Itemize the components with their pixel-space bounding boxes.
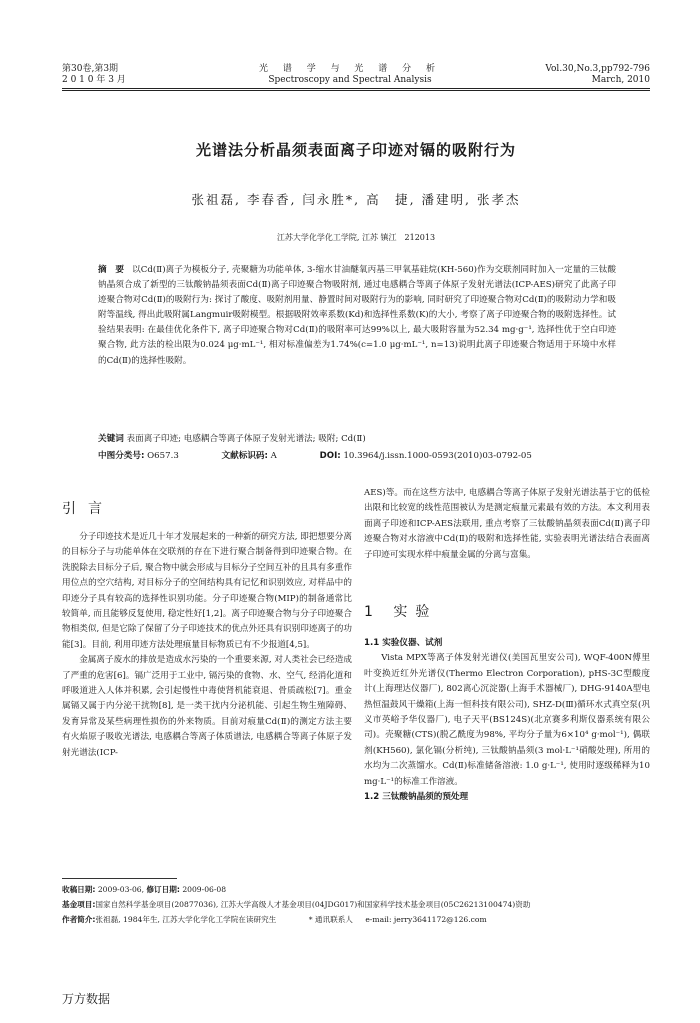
keywords — [98, 433, 616, 446]
left-column — [62, 530, 352, 761]
author-info-text: 张祖磊, 1984年生, 江苏大学化学化工学院在读研究生 — [95, 915, 277, 924]
doc-code-label: 文献标识码: — [221, 451, 268, 461]
doc-code-value: A — [270, 451, 277, 461]
watermark: 万方数据 — [62, 992, 111, 1006]
subsection-heading-1-1: 1.1 实验仪器、试剂 — [364, 638, 443, 648]
footnote-rule — [62, 878, 177, 879]
intro-paragraph-1: 分子印迹技术是近几十年才发展起来的一种新的研究方法, 即把想要分离的目标分子与功能单体在交联剂的存在下进行聚合制备得到印迹聚合物。在洗脱除去目标分子后, 聚合物中就会形成与目标分子空间互补的且具有多重作用位点的空穴结构, 对目标分子的空间结构具有记忆和识别效应, 对样品中的印迹分子具有较高的选择性识别功能。分子印迹聚合物(MIP)的制备通常比较简单, 而且能够反复使用, 稳定性好[1,2]。离子印迹聚合物与分子印迹聚合物相类似, 但是它除了保留了分子印迹技术的优点外还具有识别印迹离子的功能[3]。目前, 利用印迹方法处理痕量目标物质已有不少报道[4,5]。 — [62, 532, 352, 650]
intro-paragraph-2: 金属离子废水的排放是造成水污染的一个重要来源, 对人类社会已经造成了严重的危害[6]。镉广泛用于工业中, 镉污染的食物、水、空气, 经消化道和呼吸道进入人体并积累, 会引起慢性中毒使肾机能衰退、骨质疏松[7]。重金属镉又属于内分泌干扰物[8], 是一类干扰内分泌机能、引起生物生殖障碍、发育异常及某些病理性损伤的外来物质。目前对痕量Cd(Ⅱ)的测定方法主要有火焰原子吸收光谱法, 电感耦合等离子体质谱法, 电感耦合等离子体原子发射光谱法(ICP- — [62, 655, 352, 758]
clc-value: O657.3 — [147, 451, 179, 461]
section-heading-intro: 引言 — [62, 501, 114, 517]
keywords-label: 关键词 — [98, 434, 124, 444]
right-column-experiment — [364, 636, 650, 805]
header-rule-thin — [62, 90, 650, 91]
header-volume-cn: 第30卷,第3期 — [62, 64, 119, 74]
header-journal-en: Spectroscopy and Spectral Analysis — [268, 75, 432, 85]
header-journal — [230, 64, 470, 86]
header-date-cn: 2 0 1 0 年 3 月 — [62, 75, 126, 85]
subsection-heading-1-2: 1.2 三钛酸钠晶须的预处理 — [364, 792, 469, 803]
paper-authors: 张祖磊, 李春香, 闫永胜*, 高 捷, 潘建明, 张孝杰 — [191, 192, 521, 207]
contact-label: * 通讯联系人 — [308, 915, 353, 924]
abstract-label: 摘 要 — [98, 265, 125, 275]
received-label: 收稿日期: — [62, 885, 96, 894]
fund-text: 国家自然科学基金项目(20877036), 江苏大学高级人才基金项目(04JDG017)和国家科学技术基金项目(05C26213100474)资助 — [95, 900, 531, 909]
doi-value: 10.3964/j.issn.1000-0593(2010)03-0792-05 — [343, 451, 532, 461]
header-volume-en-block — [470, 64, 650, 86]
header-date-en: March, 2010 — [591, 75, 650, 85]
header-volume — [62, 64, 192, 86]
header-rule — [62, 88, 650, 89]
footnote-author — [62, 912, 650, 927]
section-heading-experiment: 1 实验 — [364, 604, 438, 620]
revised-date: 2009-06-08 — [182, 885, 227, 894]
paper-title: 光谱法分析晶须表面离子印迹对镉的吸附行为 — [195, 141, 516, 159]
keywords-text: 表面离子印迹; 电感耦合等离子体原子发射光谱法; 吸附; Cd(Ⅱ) — [126, 434, 366, 444]
clc-label: 中图分类号: — [98, 451, 145, 461]
subsection-1-1-text: Vista MPX等离子体发射光谱仪(美国瓦里安公司), WQF-400N傅里叶变换近红外光谱仪(Thermo Electron Corporation), pHS-3C型酸度计(上海理达仪器厂), 802离心沉淀器(上海手术器械厂), DHG-9140A型电热恒温鼓风干燥箱(上海一恒科技有限公司), SHZ-D(Ⅲ)循环水式真空泵(巩义市英峪予华仪器厂), 电子天平(BS124S)(北京赛多利斯仪器系统有限公司)。壳聚糖(CTS)(脱乙酰度为98%, 平均分子量为6×10⁴ g·mol⁻¹), 偶联剂(KH560), 氯化镉(分析纯), 三钛酸钠晶须(3 mol·L⁻¹硝酸处理), 所用的水均为二次蒸馏水。Cd(Ⅱ)标准储备溶液: 1.0 g·L⁻¹, 使用时逐级稀释为10 mg·L⁻¹的标准工作溶液。 — [364, 653, 650, 787]
received-date: 2009-03-06, — [97, 885, 145, 894]
revised-label: 修订日期: — [146, 885, 180, 894]
classification — [98, 450, 616, 463]
author-info-label: 作者简介: — [62, 915, 96, 924]
abstract — [98, 263, 616, 369]
intro-paragraph-3: AES)等。而在这些方法中, 电感耦合等离子体原子发射光谱法基于它的低检出限和比较宽的线性范围被认为是测定痕量元素最有效的方法。本文利用表面离子印迹和ICP-AES法联用, 重点考察了三钛酸钠晶须表面Cd(Ⅱ)离子印迹聚合物对水溶液中Cd(Ⅱ)的吸附和选择性能, 实验表明光谱法结合表面离子印迹可实现水样中痕量金属的分离与富集。 — [364, 488, 650, 560]
abstract-text: 以Cd(Ⅱ)离子为模板分子, 壳聚糖为功能单体, 3-缩水甘油醚氧丙基三甲氧基硅烷(KH-560)作为交联剂同时加入一定量的三钛酸钠晶须合成了新型的三钛酸钠晶须表面Cd(Ⅱ)离子印迹聚合物吸附剂, 通过电感耦合等离子体原子发射光谱法(ICP-AES)研究了此离子印迹聚合物对Cd(Ⅱ)的吸附行为: 探讨了酸度、吸附剂用量、静置时间对吸附行为的影响, 同时研究了印迹聚合物对Cd(Ⅱ)的吸附动力学和吸附等温线, 得出此吸附属Langmuir吸附模型。根据吸附效率系数(Kd)和选择性系数(K)的大小, 考察了离子印迹聚合物的吸附选择性。试验结果表明: 在最佳优化条件下, 离子印迹聚合物对Cd(Ⅱ)的吸附率可达99%以上, 最大吸附容量为52.34 mg·g⁻¹, 选择性优于空白印迹聚合物, 此方法的检出限为0.024 μg·mL⁻¹, 相对标准偏差为1.74%(c=1.0 μg·mL⁻¹, n=13)说明此离子印迹聚合物适用于环境中水样的Cd(Ⅱ)的选择性吸附。 — [98, 265, 616, 366]
header-journal-cn: 光 谱 学 与 光 谱 分 析 — [258, 64, 442, 74]
paper-affiliation: 江苏大学化学化工学院, 江苏 镇江 212013 — [276, 233, 436, 242]
fund-label: 基金项目: — [62, 900, 96, 909]
header-volume-en: Vol.30,No.3,pp792-796 — [545, 64, 650, 74]
footnote-dates — [62, 882, 650, 897]
doi-label: DOI: — [319, 451, 341, 461]
contact-email: e-mail: jerry3641172@126.com — [365, 915, 487, 924]
footnote-fund — [62, 897, 650, 912]
right-column-top — [364, 486, 650, 563]
